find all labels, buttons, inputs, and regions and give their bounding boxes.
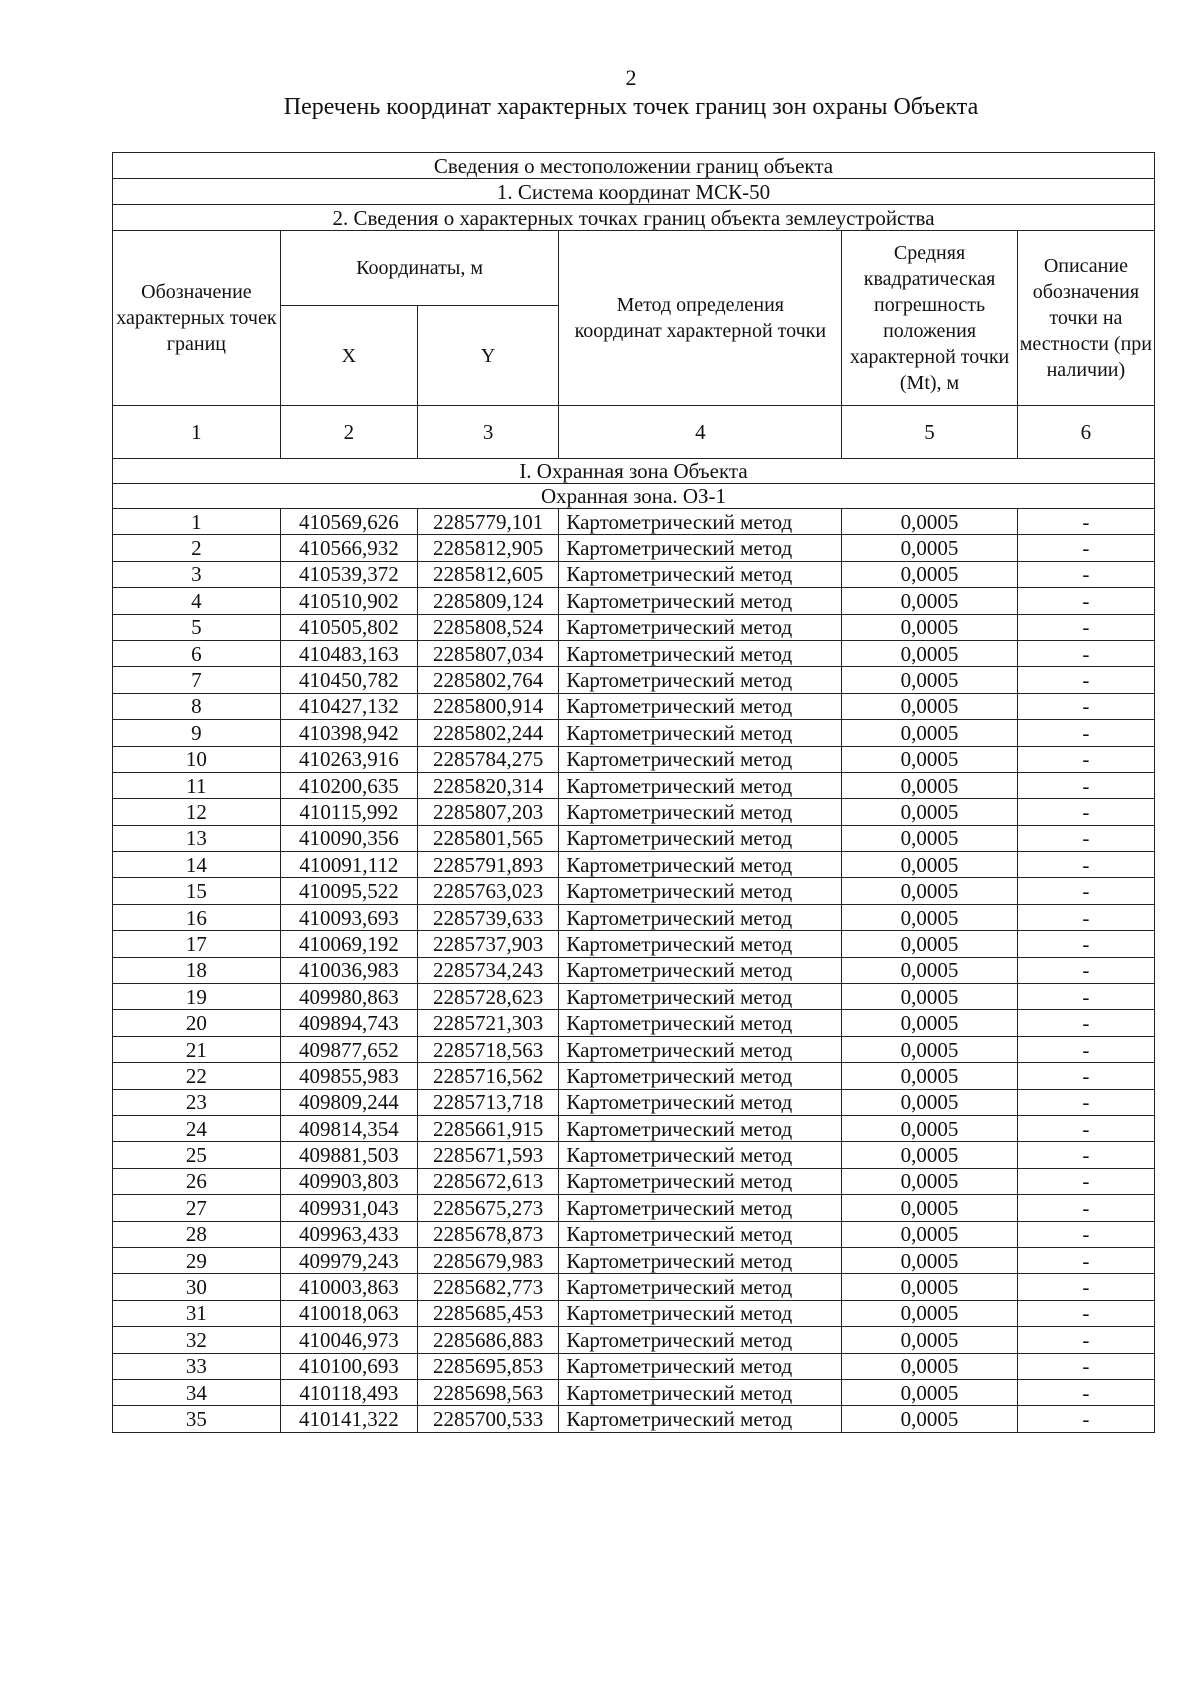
accuracy-cell: 0,0005 — [842, 1010, 1017, 1036]
description-cell: - — [1017, 561, 1154, 587]
point-number: 6 — [113, 640, 281, 666]
coordinate-x: 410505,802 — [280, 614, 417, 640]
accuracy-cell: 0,0005 — [842, 904, 1017, 930]
document-title: Перечень координат характерных точек границ зон охраны Объекта — [283, 94, 979, 120]
table-row — [113, 1379, 1155, 1405]
header-accuracy: Средняя квадратическая погрешность положения характерной точки (Mt), м — [842, 231, 1017, 406]
accuracy-cell: 0,0005 — [842, 1247, 1017, 1273]
method-cell: Картометрический метод — [559, 1406, 842, 1432]
table-row — [113, 1142, 1155, 1168]
description-cell: - — [1017, 904, 1154, 930]
coordinate-x: 410018,063 — [280, 1300, 417, 1326]
coordinate-x: 410483,163 — [280, 640, 417, 666]
point-number: 14 — [113, 852, 281, 878]
description-cell: - — [1017, 693, 1154, 719]
table-row — [113, 957, 1155, 983]
coordinate-y: 2285737,903 — [417, 931, 558, 957]
section-info: 2. Сведения о характерных точках границ объекта землеустройства — [113, 205, 1155, 231]
coordinate-x: 410569,626 — [280, 509, 417, 535]
point-number: 32 — [113, 1327, 281, 1353]
point-number: 25 — [113, 1142, 281, 1168]
method-cell: Картометрический метод — [559, 1089, 842, 1115]
table-row — [113, 1247, 1155, 1273]
table-row — [113, 640, 1155, 666]
method-cell: Картометрический метод — [559, 957, 842, 983]
coordinate-x: 409903,803 — [280, 1168, 417, 1194]
description-cell: - — [1017, 1010, 1154, 1036]
description-cell: - — [1017, 614, 1154, 640]
coordinate-x: 410510,902 — [280, 588, 417, 614]
accuracy-cell: 0,0005 — [842, 852, 1017, 878]
coordinate-x: 410427,132 — [280, 693, 417, 719]
column-number: 4 — [559, 406, 842, 459]
accuracy-cell: 0,0005 — [842, 746, 1017, 772]
accuracy-cell: 0,0005 — [842, 1168, 1017, 1194]
coordinate-y: 2285672,613 — [417, 1168, 558, 1194]
accuracy-cell: 0,0005 — [842, 1195, 1017, 1221]
coordinate-x: 409980,863 — [280, 984, 417, 1010]
method-cell: Картометрический метод — [559, 1247, 842, 1273]
coordinate-x: 410566,932 — [280, 535, 417, 561]
coordinate-y: 2285686,883 — [417, 1327, 558, 1353]
point-number: 1 — [113, 509, 281, 535]
coordinate-y: 2285671,593 — [417, 1142, 558, 1168]
coordinate-y: 2285700,533 — [417, 1406, 558, 1432]
method-cell: Картометрический метод — [559, 825, 842, 851]
section-title: I. Охранная зона Объекта — [113, 459, 1155, 484]
description-cell: - — [1017, 1300, 1154, 1326]
description-cell: - — [1017, 1168, 1154, 1194]
description-cell: - — [1017, 720, 1154, 746]
coordinate-y: 2285695,853 — [417, 1353, 558, 1379]
coordinate-y: 2285716,562 — [417, 1063, 558, 1089]
point-number: 33 — [113, 1353, 281, 1379]
header-y: Y — [417, 306, 558, 406]
point-number: 23 — [113, 1089, 281, 1115]
coordinate-x: 410091,112 — [280, 852, 417, 878]
method-cell: Картометрический метод — [559, 852, 842, 878]
header-designation: Обозначение характерных точек границ — [113, 231, 281, 406]
description-cell: - — [1017, 852, 1154, 878]
accuracy-cell: 0,0005 — [842, 693, 1017, 719]
coordinate-x: 410398,942 — [280, 720, 417, 746]
coordinate-y: 2285682,773 — [417, 1274, 558, 1300]
coordinate-y: 2285812,905 — [417, 535, 558, 561]
coordinate-x: 409814,354 — [280, 1115, 417, 1141]
description-cell: - — [1017, 535, 1154, 561]
method-cell: Картометрический метод — [559, 1353, 842, 1379]
accuracy-cell: 0,0005 — [842, 1089, 1017, 1115]
coordinate-x: 410036,983 — [280, 957, 417, 983]
description-cell: - — [1017, 1353, 1154, 1379]
point-number: 7 — [113, 667, 281, 693]
coordinate-y: 2285718,563 — [417, 1036, 558, 1062]
table-row — [113, 1327, 1155, 1353]
accuracy-cell: 0,0005 — [842, 878, 1017, 904]
table-row — [113, 904, 1155, 930]
point-number: 34 — [113, 1379, 281, 1405]
method-cell: Картометрический метод — [559, 772, 842, 798]
coordinate-y: 2285820,314 — [417, 772, 558, 798]
description-cell: - — [1017, 878, 1154, 904]
table-row — [113, 1274, 1155, 1300]
point-number: 17 — [113, 931, 281, 957]
method-cell: Картометрический метод — [559, 1142, 842, 1168]
coordinate-x: 410046,973 — [280, 1327, 417, 1353]
table-row — [113, 852, 1155, 878]
coordinate-x: 409877,652 — [280, 1036, 417, 1062]
method-cell: Картометрический метод — [559, 1221, 842, 1247]
description-cell: - — [1017, 588, 1154, 614]
coordinate-x: 410450,782 — [280, 667, 417, 693]
description-cell: - — [1017, 1221, 1154, 1247]
table-caption: Сведения о местоположении границ объекта — [113, 153, 1155, 179]
description-cell: - — [1017, 509, 1154, 535]
accuracy-cell: 0,0005 — [842, 1142, 1017, 1168]
accuracy-cell: 0,0005 — [842, 825, 1017, 851]
column-number: 3 — [417, 406, 558, 459]
method-cell: Картометрический метод — [559, 1274, 842, 1300]
coordinate-y: 2285802,244 — [417, 720, 558, 746]
description-cell: - — [1017, 772, 1154, 798]
table-row — [113, 509, 1155, 535]
coordinate-x: 410539,372 — [280, 561, 417, 587]
description-cell: - — [1017, 1115, 1154, 1141]
coordinate-x: 410115,992 — [280, 799, 417, 825]
table-row — [113, 1036, 1155, 1062]
coordinates-table — [112, 152, 1155, 1433]
coordinate-x: 409894,743 — [280, 1010, 417, 1036]
method-cell: Картометрический метод — [559, 1168, 842, 1194]
coordinate-y: 2285807,034 — [417, 640, 558, 666]
description-cell: - — [1017, 1063, 1154, 1089]
coordinate-x: 410200,635 — [280, 772, 417, 798]
table-row — [113, 746, 1155, 772]
header-coordinates: Координаты, м — [280, 231, 559, 306]
coordinate-y: 2285739,633 — [417, 904, 558, 930]
coordinate-y: 2285800,914 — [417, 693, 558, 719]
table-row — [113, 1089, 1155, 1115]
column-number: 5 — [842, 406, 1017, 459]
coordinate-x: 409931,043 — [280, 1195, 417, 1221]
accuracy-cell: 0,0005 — [842, 535, 1017, 561]
point-number: 22 — [113, 1063, 281, 1089]
accuracy-cell: 0,0005 — [842, 561, 1017, 587]
description-cell: - — [1017, 746, 1154, 772]
table-row — [113, 984, 1155, 1010]
accuracy-cell: 0,0005 — [842, 1036, 1017, 1062]
method-cell: Картометрический метод — [559, 509, 842, 535]
coordinate-x: 410069,192 — [280, 931, 417, 957]
point-number: 8 — [113, 693, 281, 719]
method-cell: Картометрический метод — [559, 535, 842, 561]
description-cell: - — [1017, 1247, 1154, 1273]
coordinate-x: 409881,503 — [280, 1142, 417, 1168]
method-cell: Картометрический метод — [559, 640, 842, 666]
point-number: 2 — [113, 535, 281, 561]
coordinate-y: 2285685,453 — [417, 1300, 558, 1326]
coordinate-y: 2285661,915 — [417, 1115, 558, 1141]
accuracy-cell: 0,0005 — [842, 588, 1017, 614]
point-number: 3 — [113, 561, 281, 587]
method-cell: Картометрический метод — [559, 1115, 842, 1141]
point-number: 15 — [113, 878, 281, 904]
accuracy-cell: 0,0005 — [842, 640, 1017, 666]
point-number: 19 — [113, 984, 281, 1010]
point-number: 35 — [113, 1406, 281, 1432]
description-cell: - — [1017, 640, 1154, 666]
coordinate-y: 2285779,101 — [417, 509, 558, 535]
accuracy-cell: 0,0005 — [842, 509, 1017, 535]
description-cell: - — [1017, 984, 1154, 1010]
point-number: 12 — [113, 799, 281, 825]
method-cell: Картометрический метод — [559, 561, 842, 587]
accuracy-cell: 0,0005 — [842, 1406, 1017, 1432]
accuracy-cell: 0,0005 — [842, 667, 1017, 693]
table-row — [113, 825, 1155, 851]
accuracy-cell: 0,0005 — [842, 1300, 1017, 1326]
coordinate-y: 2285802,764 — [417, 667, 558, 693]
table-row — [113, 1195, 1155, 1221]
table-row — [113, 1010, 1155, 1036]
table-row — [113, 535, 1155, 561]
coordinate-y: 2285713,718 — [417, 1089, 558, 1115]
header-description: Описание обозначения точки на местности (при наличии) — [1017, 231, 1154, 406]
description-cell: - — [1017, 931, 1154, 957]
coordinate-y: 2285734,243 — [417, 957, 558, 983]
coordinate-x: 410141,322 — [280, 1406, 417, 1432]
coordinate-y: 2285698,563 — [417, 1379, 558, 1405]
coordinate-y: 2285763,023 — [417, 878, 558, 904]
method-cell: Картометрический метод — [559, 720, 842, 746]
accuracy-cell: 0,0005 — [842, 772, 1017, 798]
page-number: 2 — [625, 65, 637, 90]
accuracy-cell: 0,0005 — [842, 1379, 1017, 1405]
coordinate-x: 410100,693 — [280, 1353, 417, 1379]
table-row — [113, 693, 1155, 719]
column-number: 6 — [1017, 406, 1154, 459]
method-cell: Картометрический метод — [559, 904, 842, 930]
point-number: 4 — [113, 588, 281, 614]
method-cell: Картометрический метод — [559, 1063, 842, 1089]
subsection-title: Охранная зона. ОЗ-1 — [113, 484, 1155, 509]
coordinate-x: 410095,522 — [280, 878, 417, 904]
point-number: 9 — [113, 720, 281, 746]
method-cell: Картометрический метод — [559, 746, 842, 772]
table-row — [113, 1221, 1155, 1247]
method-cell: Картометрический метод — [559, 1327, 842, 1353]
table-row — [113, 799, 1155, 825]
description-cell: - — [1017, 1379, 1154, 1405]
table-row — [113, 1115, 1155, 1141]
method-cell: Картометрический метод — [559, 1300, 842, 1326]
column-number: 1 — [113, 406, 281, 459]
description-cell: - — [1017, 1036, 1154, 1062]
table-row — [113, 1406, 1155, 1432]
accuracy-cell: 0,0005 — [842, 984, 1017, 1010]
column-number: 2 — [280, 406, 417, 459]
coordinate-y: 2285675,273 — [417, 1195, 558, 1221]
point-number: 20 — [113, 1010, 281, 1036]
coordinate-y: 2285784,275 — [417, 746, 558, 772]
coordinate-system: 1. Система координат МСК-50 — [113, 179, 1155, 205]
description-cell: - — [1017, 1089, 1154, 1115]
point-number: 16 — [113, 904, 281, 930]
point-number: 13 — [113, 825, 281, 851]
coordinate-y: 2285808,524 — [417, 614, 558, 640]
coordinate-x: 410118,493 — [280, 1379, 417, 1405]
point-number: 29 — [113, 1247, 281, 1273]
coordinate-y: 2285728,623 — [417, 984, 558, 1010]
method-cell: Картометрический метод — [559, 588, 842, 614]
method-cell: Картометрический метод — [559, 693, 842, 719]
coordinate-x: 410003,863 — [280, 1274, 417, 1300]
point-number: 31 — [113, 1300, 281, 1326]
coordinate-x: 410263,916 — [280, 746, 417, 772]
accuracy-cell: 0,0005 — [842, 720, 1017, 746]
description-cell: - — [1017, 957, 1154, 983]
method-cell: Картометрический метод — [559, 931, 842, 957]
description-cell: - — [1017, 667, 1154, 693]
description-cell: - — [1017, 799, 1154, 825]
method-cell: Картометрический метод — [559, 878, 842, 904]
header-method: Метод определения координат характерной точки — [559, 231, 842, 406]
accuracy-cell: 0,0005 — [842, 1274, 1017, 1300]
point-number: 26 — [113, 1168, 281, 1194]
point-number: 11 — [113, 772, 281, 798]
coordinate-y: 2285679,983 — [417, 1247, 558, 1273]
accuracy-cell: 0,0005 — [842, 1115, 1017, 1141]
table-row — [113, 931, 1155, 957]
table-row — [113, 1168, 1155, 1194]
coordinate-x: 410093,693 — [280, 904, 417, 930]
table-row — [113, 720, 1155, 746]
accuracy-cell: 0,0005 — [842, 1327, 1017, 1353]
point-number: 24 — [113, 1115, 281, 1141]
accuracy-cell: 0,0005 — [842, 1353, 1017, 1379]
table-row — [113, 878, 1155, 904]
table-row — [113, 1063, 1155, 1089]
accuracy-cell: 0,0005 — [842, 1221, 1017, 1247]
coordinate-y: 2285812,605 — [417, 561, 558, 587]
coordinate-y: 2285807,203 — [417, 799, 558, 825]
coordinate-y: 2285791,893 — [417, 852, 558, 878]
coordinate-x: 409855,983 — [280, 1063, 417, 1089]
accuracy-cell: 0,0005 — [842, 931, 1017, 957]
point-number: 18 — [113, 957, 281, 983]
method-cell: Картометрический метод — [559, 799, 842, 825]
accuracy-cell: 0,0005 — [842, 614, 1017, 640]
description-cell: - — [1017, 825, 1154, 851]
table-row — [113, 1353, 1155, 1379]
point-number: 27 — [113, 1195, 281, 1221]
point-number: 10 — [113, 746, 281, 772]
description-cell: - — [1017, 1274, 1154, 1300]
point-number: 5 — [113, 614, 281, 640]
header-x: X — [280, 306, 417, 406]
table-row — [113, 772, 1155, 798]
point-number: 21 — [113, 1036, 281, 1062]
method-cell: Картометрический метод — [559, 1195, 842, 1221]
table-row — [113, 1300, 1155, 1326]
table-row — [113, 667, 1155, 693]
description-cell: - — [1017, 1142, 1154, 1168]
accuracy-cell: 0,0005 — [842, 799, 1017, 825]
method-cell: Картометрический метод — [559, 667, 842, 693]
table-row — [113, 561, 1155, 587]
coordinate-y: 2285721,303 — [417, 1010, 558, 1036]
coordinate-y: 2285678,873 — [417, 1221, 558, 1247]
point-number: 28 — [113, 1221, 281, 1247]
method-cell: Картометрический метод — [559, 1036, 842, 1062]
description-cell: - — [1017, 1327, 1154, 1353]
table-row — [113, 614, 1155, 640]
accuracy-cell: 0,0005 — [842, 1063, 1017, 1089]
coordinate-x: 409979,243 — [280, 1247, 417, 1273]
method-cell: Картометрический метод — [559, 984, 842, 1010]
description-cell: - — [1017, 1195, 1154, 1221]
method-cell: Картометрический метод — [559, 1379, 842, 1405]
coordinate-x: 409809,244 — [280, 1089, 417, 1115]
accuracy-cell: 0,0005 — [842, 957, 1017, 983]
coordinate-y: 2285809,124 — [417, 588, 558, 614]
description-cell: - — [1017, 1406, 1154, 1432]
coordinate-x: 409963,433 — [280, 1221, 417, 1247]
table-row — [113, 588, 1155, 614]
coordinate-y: 2285801,565 — [417, 825, 558, 851]
coordinate-x: 410090,356 — [280, 825, 417, 851]
method-cell: Картометрический метод — [559, 614, 842, 640]
method-cell: Картометрический метод — [559, 1010, 842, 1036]
point-number: 30 — [113, 1274, 281, 1300]
